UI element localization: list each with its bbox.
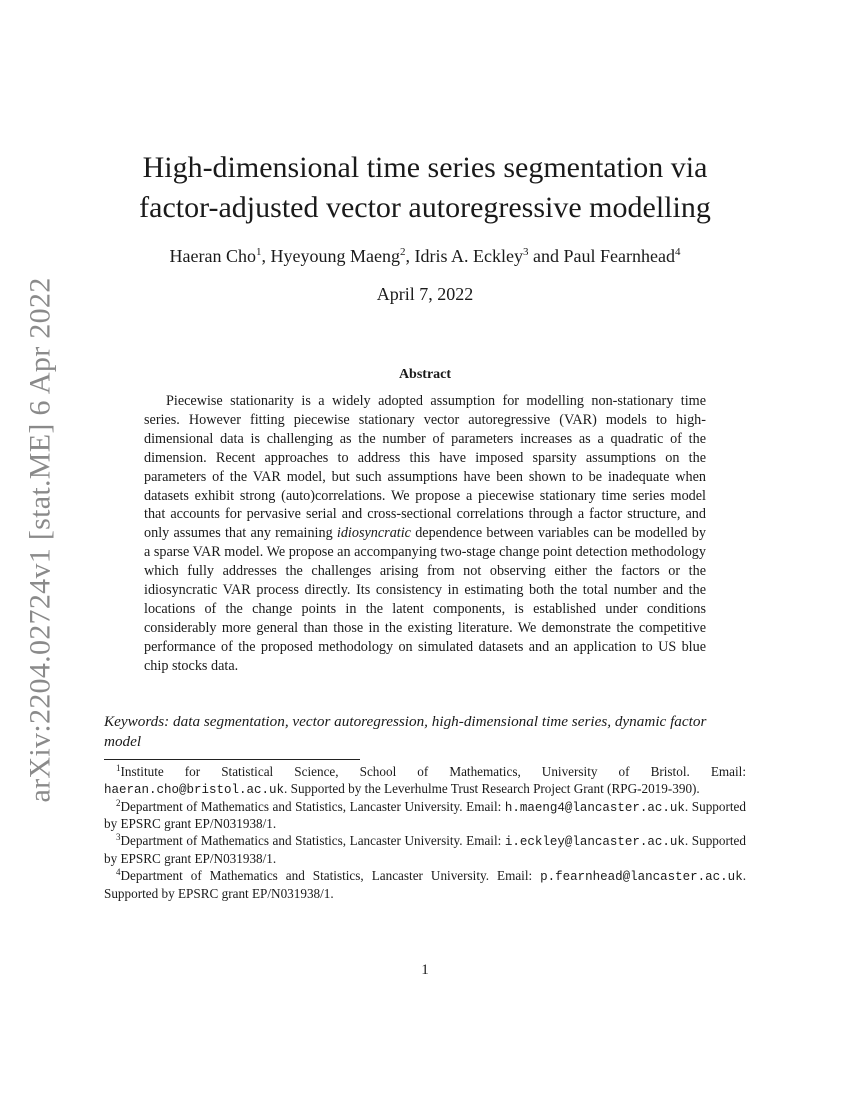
footnote-email[interactable]: i.eckley@lancaster.ac.uk bbox=[504, 835, 685, 850]
abstract-emphasis: idiosyncratic bbox=[336, 525, 411, 542]
author-list bbox=[80, 244, 770, 268]
footnote-text: Department of Mathematics and Statistics, Lancaster University. Email: bbox=[120, 867, 541, 883]
author-separator: and bbox=[528, 246, 564, 266]
author-separator: , bbox=[261, 246, 271, 266]
title-line-2: factor-adjusted vector autoregressive modelling bbox=[139, 191, 711, 224]
arxiv-identifier: arXiv:2204.02724v1 [stat.ME] 6 Apr 2022 bbox=[23, 277, 57, 803]
footnote-mark: 2 bbox=[116, 797, 121, 808]
footnote-text: . Supported by EPSRC grant EP/N031938/1. bbox=[104, 798, 746, 832]
author-name: Paul Fearnhead bbox=[563, 246, 675, 266]
author-name: Haeran Cho bbox=[169, 246, 257, 266]
keywords-label: Keywords: bbox=[104, 713, 170, 730]
arxiv-stamp bbox=[20, 277, 60, 803]
footnote-mark: 4 bbox=[116, 866, 121, 877]
footnote-text: . Supported by EPSRC grant EP/N031938/1. bbox=[104, 833, 746, 866]
footnote-text: Department of Mathematics and Statistics, Lancaster University. Email: bbox=[120, 833, 505, 849]
keywords bbox=[104, 712, 746, 752]
footnote bbox=[104, 833, 746, 868]
keywords-text: data segmentation, vector autoregression, high-dimensional time series, dynamic factor model bbox=[104, 713, 707, 750]
footnote-email[interactable]: h.maeng4@lancaster.ac.uk bbox=[504, 800, 685, 815]
title-line-1: High-dimensional time series segmentation via bbox=[142, 151, 708, 184]
paper-title bbox=[80, 148, 770, 228]
footnote bbox=[104, 868, 746, 903]
author-affiliation-mark: 4 bbox=[674, 246, 681, 258]
footnote bbox=[104, 764, 746, 799]
abstract-text bbox=[144, 392, 706, 676]
footnote-text: Institute for Statistical Science, School of Mathematics, University of Bristol. Email: bbox=[120, 764, 746, 779]
footnote-email[interactable]: p.fearnhead@lancaster.ac.uk bbox=[540, 869, 743, 884]
author-affiliation-mark: 3 bbox=[522, 246, 529, 258]
author-name: Hyeyoung Maeng bbox=[270, 246, 400, 266]
footnote bbox=[104, 799, 746, 834]
footnote-rule bbox=[104, 759, 360, 760]
abstract-text-part: Piecewise stationarity is a widely adopted assumption for modelling non-stationary time series. However fitting piecewise stationary vector autoregressive (VAR) models to high-dimensional data is challenging as the number of parameters increases as a quadratic of the dimension. Recent approaches to address this have imposed sparsity assumptions on the parameters of the VAR model, but such assumptions have been shown to be inadequate when datasets exhibit strong (auto)correlations. We propose a piecewise stationary time series model that accounts for pervasive serial and cross-sectional correlations through a factor structure, and only assumes that any remaining bbox=[144, 393, 706, 542]
footnotes bbox=[104, 764, 746, 902]
abstract-heading: Abstract bbox=[398, 367, 452, 382]
author-name: Idris A. Eckley bbox=[414, 246, 523, 266]
footnote-text: . Supported by the Leverhulme Trust Research Project Grant (RPG-2019-390). bbox=[284, 780, 700, 796]
footnote-text: . Supported by EPSRC grant EP/N031938/1. bbox=[104, 867, 746, 901]
footnote-mark: 1 bbox=[116, 763, 121, 773]
footnote-mark: 3 bbox=[116, 832, 121, 843]
author-separator: , bbox=[405, 246, 415, 266]
abstract-text-part: dependence between variables can be modelled by a sparse VAR model. We propose an accompanying two-stage change point detection methodology which fully addresses the challenges arising from not observing either the factors or the idiosyncratic VAR process directly. Its consistency in estimating both the total number and the locations of the change points in the latent components, is established under conditions considerably more general than those in the existing literature. We demonstrate the competitive performance of the proposed methodology on simulated datasets and an application to US blue chip stocks data. bbox=[144, 525, 706, 674]
page-number: 1 bbox=[421, 962, 429, 978]
footnote-email[interactable]: haeran.cho@bristol.ac.uk bbox=[104, 782, 285, 797]
publication-date: April 7, 2022 bbox=[376, 284, 474, 304]
author-affiliation-mark: 2 bbox=[400, 246, 406, 258]
footnote-text: Department of Mathematics and Statistics, Lancaster University. Email: bbox=[120, 798, 505, 814]
author-affiliation-mark: 1 bbox=[256, 246, 262, 258]
